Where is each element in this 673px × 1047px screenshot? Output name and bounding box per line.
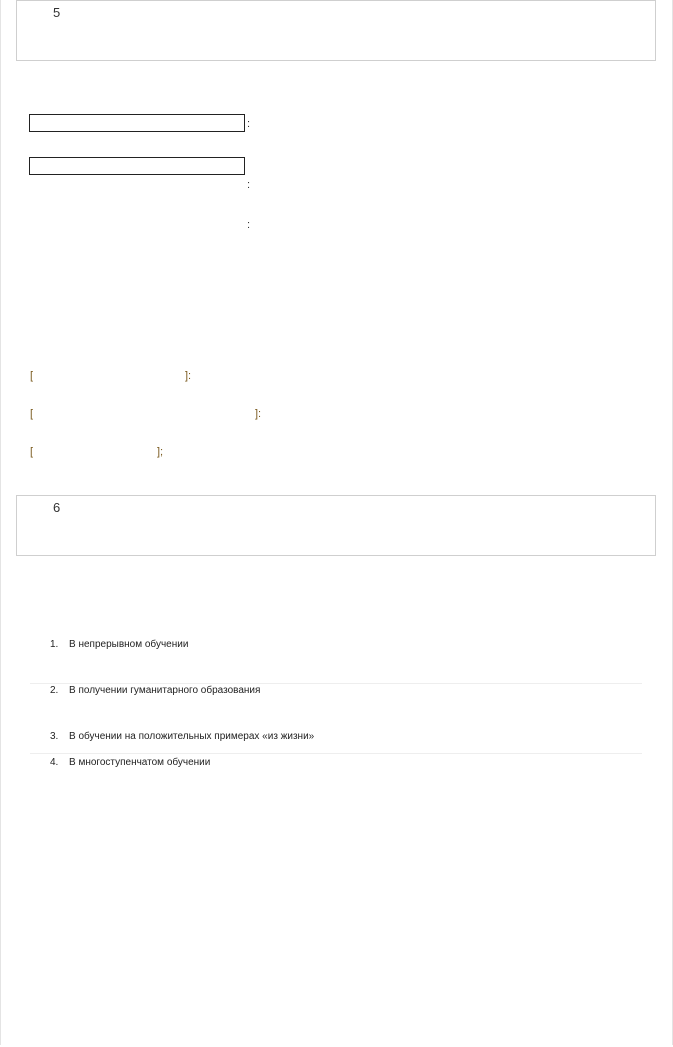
answer-field-1[interactable] [29, 114, 245, 132]
question-5-box [16, 0, 656, 61]
option-text-3: В обучении на положительных примерах «из жизни» [69, 731, 315, 742]
option-item-3[interactable] [50, 731, 314, 742]
question-6-number: 6 [53, 500, 61, 515]
option-item-4[interactable] [50, 757, 210, 768]
option-item-1[interactable] [50, 639, 188, 650]
option-text-1: В непрерывном обучении [69, 639, 189, 650]
option-separator-2 [30, 753, 642, 754]
bracket-close-2: ]: [255, 408, 262, 420]
option-number-4: 4. [50, 757, 59, 768]
colon-3: : [247, 219, 251, 231]
colon-1: : [247, 118, 251, 130]
bracket-open-1: [ [30, 370, 34, 382]
bracket-open-2: [ [30, 408, 34, 420]
bracket-open-3: [ [30, 446, 34, 458]
bracket-blank-1[interactable] [30, 370, 200, 384]
option-separator-1 [30, 683, 642, 684]
option-item-2[interactable] [50, 685, 260, 696]
bracket-close-1: ]: [185, 370, 192, 382]
bracket-blank-3[interactable] [30, 446, 170, 460]
answer-input-1[interactable] [30, 117, 244, 133]
bracket-blank-2[interactable] [30, 408, 270, 422]
option-number-2: 2. [50, 685, 59, 696]
answer-field-2[interactable] [29, 157, 245, 175]
option-text-2: В получении гуманитарного образования [69, 685, 261, 696]
colon-2: : [247, 179, 251, 191]
question-6-box [16, 495, 656, 556]
bracket-close-3: ]; [157, 446, 164, 458]
option-text-4: В многоступенчатом обучении [69, 757, 211, 768]
answer-input-2[interactable] [30, 160, 244, 176]
option-number-1: 1. [50, 639, 59, 650]
option-number-3: 3. [50, 731, 59, 742]
question-5-number: 5 [53, 5, 61, 20]
